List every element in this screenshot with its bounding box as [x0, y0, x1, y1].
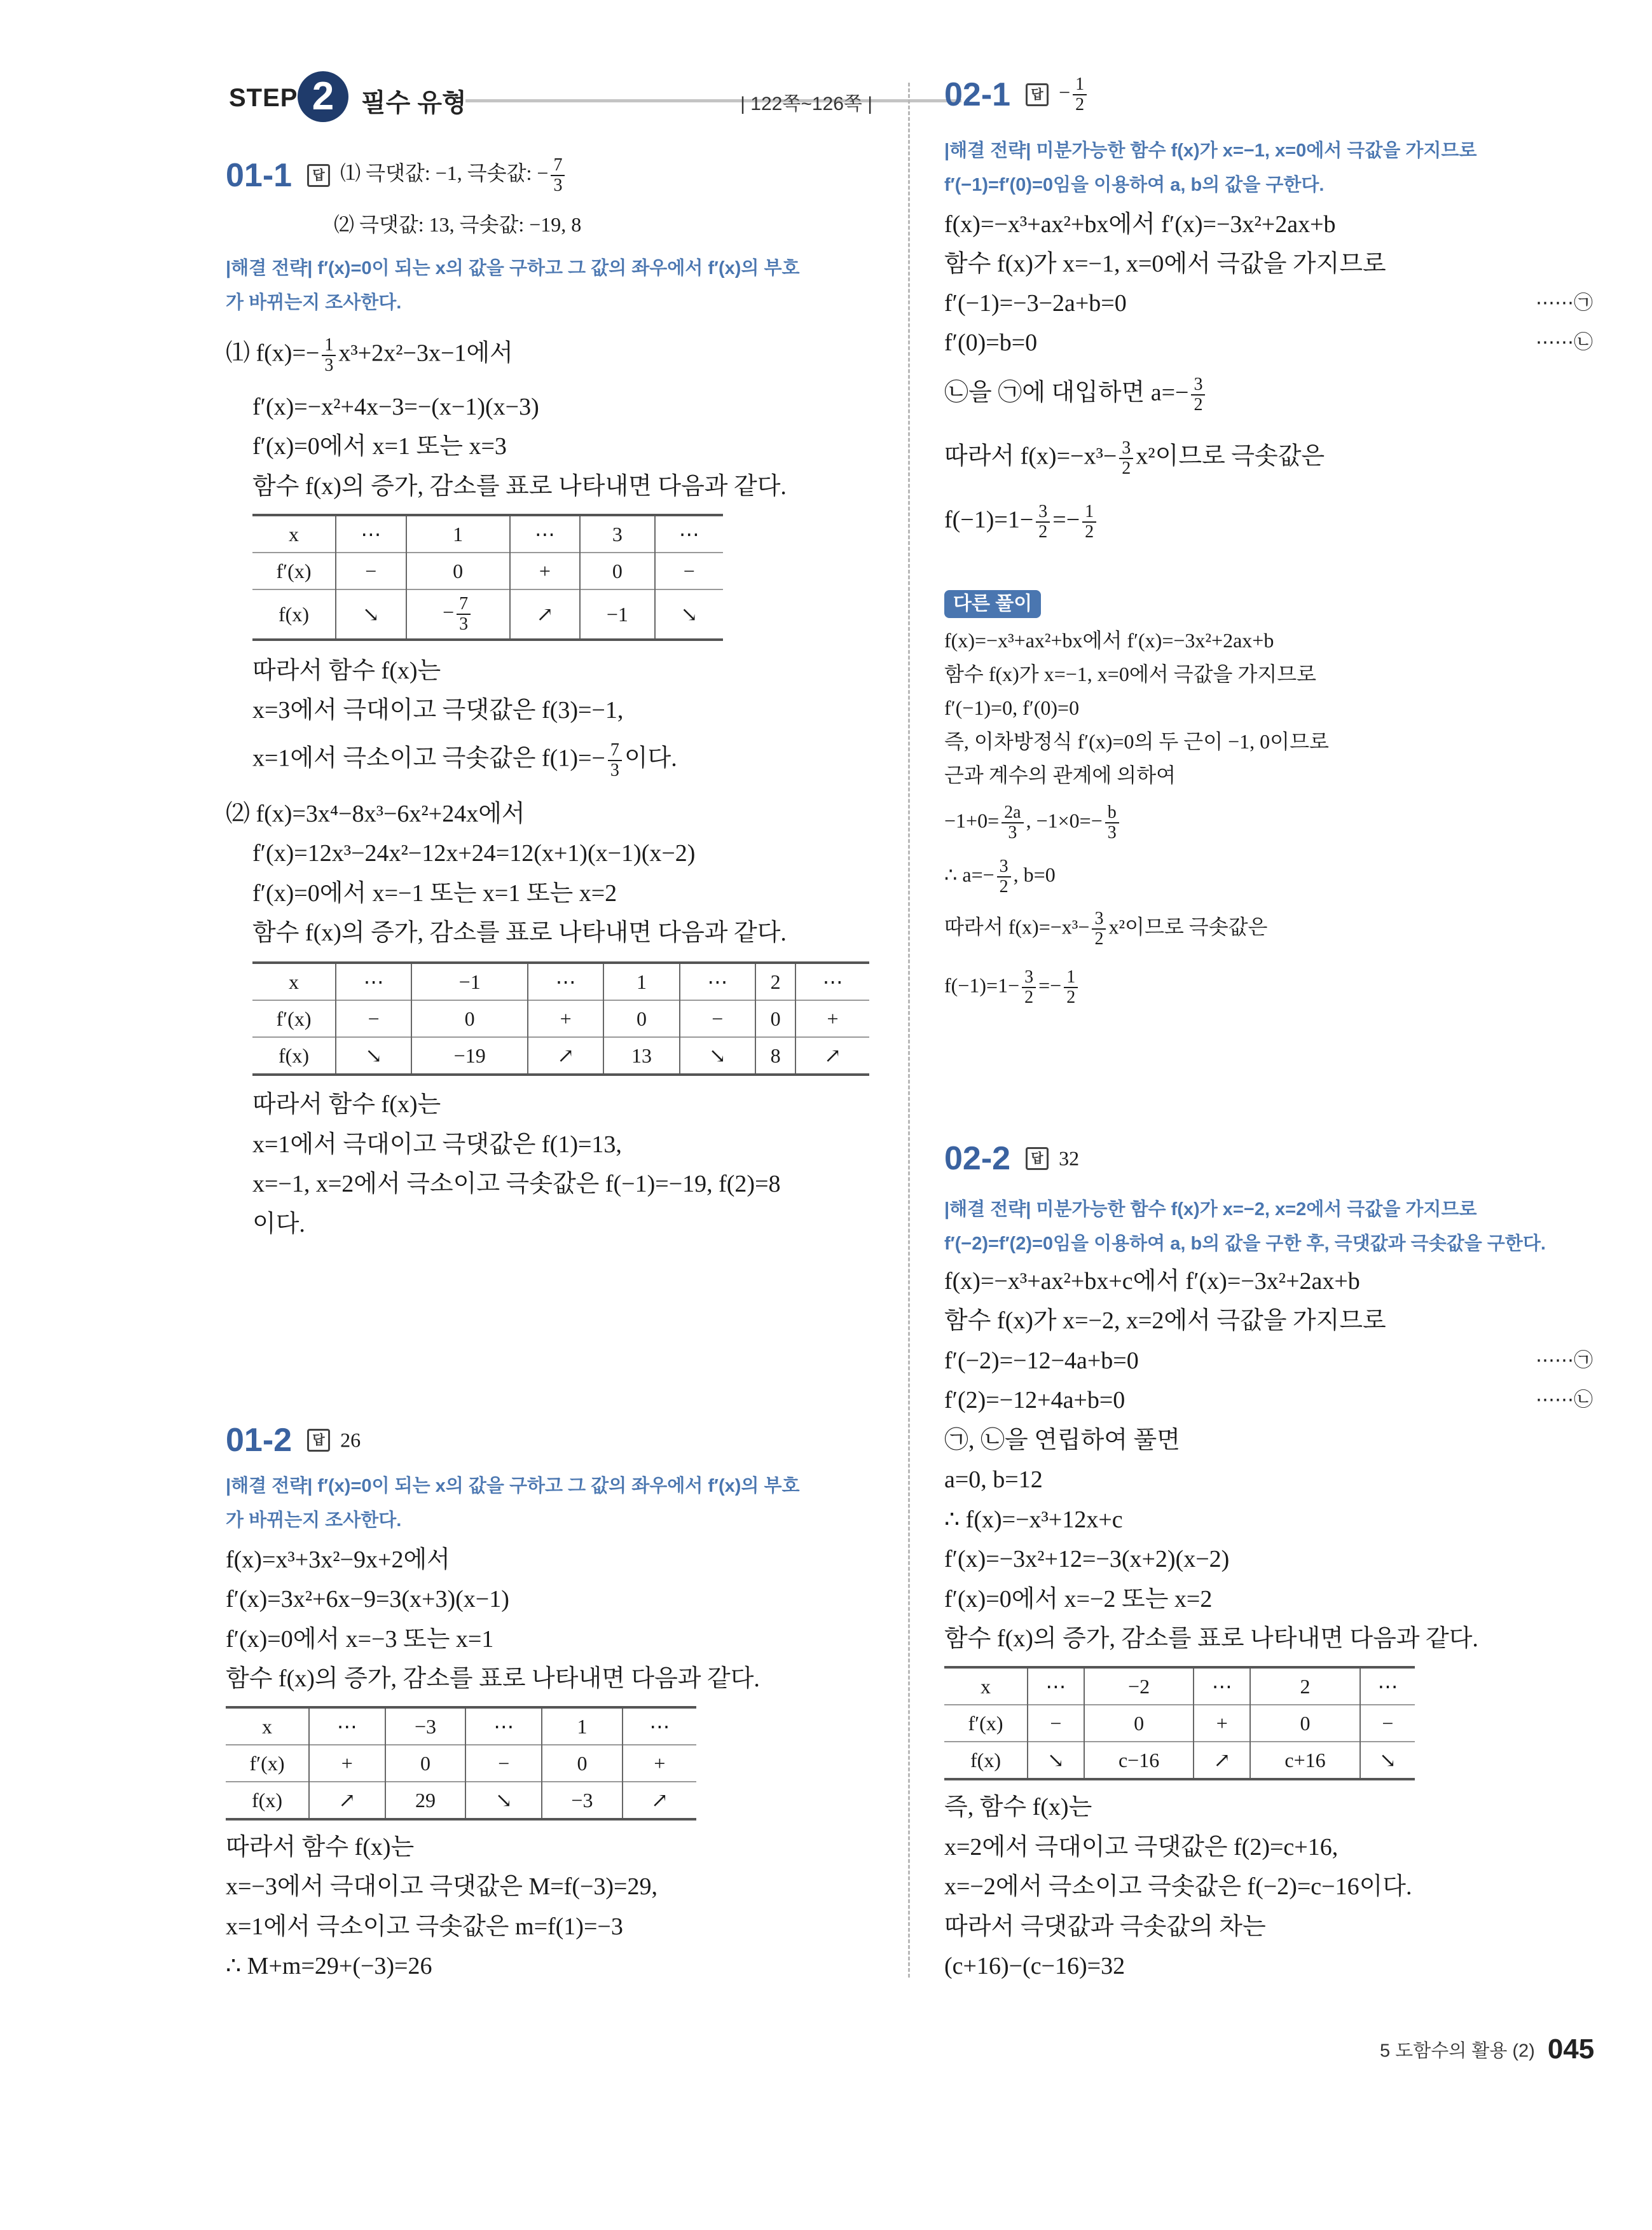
strategy-note: |해결 전략| f′(x)=0이 되는 x의 값을 구하고 그 값의 좌우에서 f′(x)의 부호 가 바뀌는지 조사한다.: [226, 1476, 800, 1531]
solution-line: f′(x)=0에서 x=−3 또는 x=1: [226, 1626, 494, 1653]
solution-line: 따라서 f(x)=−x³− $\frac{3}{2}$ x²이므로 극솟값은: [944, 909, 1268, 949]
table-row: f(x) ↘ c−16 ↗ c+16 ↘: [944, 1742, 1415, 1779]
solution-line: f(x)=−x³+ax²+bx+c에서 f′(x)=−3x²+2ax+b: [944, 1268, 1360, 1295]
solution-line: x=2에서 극대이고 극댓값은 f(2)=c+16,: [944, 1834, 1339, 1861]
solution-line: 따라서 함수 f(x)는: [252, 657, 441, 684]
table-row: f′(x) + 0 − 0 +: [226, 1745, 696, 1782]
solution-line: 함수 f(x)의 증가, 감소를 표로 나타내면 다음과 같다.: [226, 1665, 760, 1692]
solution-line: f(x)=x³+3x²−9x+2에서: [226, 1546, 450, 1573]
solution-line: f′(−2)=−12−4a+b=0 ⋯⋯㉠: [944, 1347, 1593, 1374]
table-row: f(x) ↗ 29 ↘ −3 ↗: [226, 1782, 696, 1819]
chapter-label: 5 도함수의 활용 (2): [1380, 2041, 1535, 2061]
increase-decrease-table: [226, 1706, 696, 1820]
solution-line: x=1에서 극소이고 극솟값은 m=f(1)=−3: [226, 1913, 623, 1940]
answer-2: ⑵ 극댓값: 13, 극솟값: −19, 8: [334, 213, 582, 236]
increase-decrease-table: [252, 961, 869, 1076]
solution-line: 함수 f(x)가 x=−1, x=0에서 극값을 가지므로: [944, 251, 1386, 277]
solution-line: x=3에서 극대이고 극댓값은 f(3)=−1,: [252, 697, 624, 724]
solution-line: ㉡을 ㉠에 대입하면 a=− $\frac{3}{2}$: [944, 375, 1208, 415]
increase-decrease-table: [944, 1666, 1415, 1780]
strategy-note: |해결 전략| 미분가능한 함수 f(x)가 x=−1, x=0에서 극값을 가지므로 f′(−1)=f′(0)=0임을 이용하여 a, b의 값을 구한다.: [944, 141, 1477, 195]
table-row: x ⋯ −3 ⋯ 1 ⋯: [226, 1707, 696, 1745]
answer-icon: 답: [1026, 83, 1049, 106]
answer-icon: 답: [1026, 1147, 1049, 1170]
solution-line: f(x)=−x³+ax²+bx에서 f′(x)=−3x²+2ax+b: [944, 211, 1336, 238]
problem-number: 01-1: [226, 157, 293, 194]
alternative-solution-badge: 다른 풀이: [944, 590, 1041, 618]
answer: − $\frac{1}{2}$: [1059, 81, 1089, 104]
solution-line: f(−1)=1− $\frac{3}{2}$ =− $\frac{1}{2}$: [944, 968, 1080, 1007]
strategy-note: |해결 전략| 미분가능한 함수 f(x)가 x=−2, x=2에서 극값을 가지므로 f′(−2)=f′(2)=0임을 이용하여 a, b의 값을 구한 후, 극댓값과 극솟값을 구한다.: [944, 1199, 1546, 1254]
solution-line: x=1에서 극소이고 극솟값은 f(1)=− $\frac{7}{3}$ 이다.: [252, 740, 677, 780]
increase-decrease-table: [252, 514, 723, 641]
solution-line: f′(x)=−x²+4x−3=−(x−1)(x−3): [252, 394, 539, 420]
page-footer: [1380, 2034, 1594, 2065]
problem-02-2-header: [944, 1139, 1079, 1178]
answer: 26: [340, 1428, 361, 1452]
table-row: x ⋯ 1 ⋯ 3 ⋯: [252, 515, 723, 553]
solution-line: 즉, 함수 f(x)는: [944, 1794, 1092, 1820]
problem-02-1-header: [944, 75, 1089, 114]
section-title: 필수 유형: [361, 89, 467, 117]
solution-line: x=−1, x=2에서 극소이고 극솟값은 f(−1)=−19, f(2)=8: [252, 1171, 781, 1197]
answer-icon: 답: [307, 1429, 330, 1452]
solution-line: f′(x)=−3x²+12=−3(x+2)(x−2): [944, 1546, 1230, 1573]
solution-line: f′(0)=b=0 ⋯⋯㉡: [944, 329, 1593, 356]
page-number: 045: [1547, 2034, 1595, 2065]
solution-line: 따라서 함수 f(x)는: [226, 1834, 415, 1861]
solution-line: −1+0= $\frac{2a}{3}$ , −1×0=− $\frac{b}{3}$: [944, 803, 1122, 843]
problem-01-2-header: [226, 1421, 361, 1459]
solution-line: 이다.: [252, 1211, 305, 1237]
solution-line: f′(x)=12x³−24x²−12x+24=12(x+1)(x−1)(x−2): [252, 840, 696, 867]
solution-line: f(x)=−x³+ax²+bx에서 f′(x)=−3x²+2ax+b: [944, 629, 1274, 652]
solution-line: ∴ a=− $\frac{3}{2}$ , b=0: [944, 857, 1056, 897]
solution-line: ⑵ f(x)=3x⁴−8x³−6x²+24x에서: [226, 801, 525, 827]
solution-line: 즉, 이차방정식 f′(x)=0의 두 근이 −1, 0이므로: [944, 730, 1329, 753]
solution-line: f(−1)=1− $\frac{3}{2}$ =− $\frac{1}{2}$: [944, 502, 1099, 542]
solution-line: 함수 f(x)가 x=−2, x=2에서 극값을 가지므로: [944, 1307, 1386, 1334]
solution-line: 근과 계수의 관계에 의하여: [944, 764, 1176, 787]
table-row: f′(x) − 0 + 0 −: [944, 1705, 1415, 1742]
solution-line: f′(−1)=−3−2a+b=0 ⋯⋯㉠: [944, 290, 1593, 317]
page-range: | 122쪽~126쪽 |: [740, 93, 872, 114]
solution-line: 함수 f(x)가 x=−1, x=0에서 극값을 가지므로: [944, 663, 1317, 685]
solution-line: 함수 f(x)의 증가, 감소를 표로 나타내면 다음과 같다.: [944, 1625, 1478, 1652]
solution-line: 따라서 함수 f(x)는: [252, 1091, 441, 1118]
solution-line: 따라서 f(x)=−x³− $\frac{3}{2}$ x²이므로 극솟값은: [944, 438, 1325, 478]
solution-line: a=0, b=12: [944, 1466, 1043, 1493]
step-label: STEP: [229, 84, 298, 112]
problem-01-1-header: [226, 156, 567, 195]
header-rule: [465, 99, 961, 102]
solution-line: f′(2)=−12+4a+b=0 ⋯⋯㉡: [944, 1387, 1593, 1414]
solution-line: f′(x)=0에서 x=1 또는 x=3: [252, 433, 507, 460]
problem-number: 02-1: [944, 76, 1011, 113]
answer: 32: [1059, 1146, 1080, 1170]
table-row: x ⋯ −1 ⋯ 1 ⋯ 2 ⋯: [252, 963, 869, 1000]
table-row: f(x) ↘ −19 ↗ 13 ↘ 8 ↗: [252, 1037, 869, 1075]
solution-line: (c+16)−(c−16)=32: [944, 1953, 1125, 1979]
solution-line: ∴ M+m=29+(−3)=26: [226, 1953, 432, 1979]
table-row: x ⋯ −2 ⋯ 2 ⋯: [944, 1667, 1415, 1705]
solution-line: 함수 f(x)의 증가, 감소를 표로 나타내면 다음과 같다.: [252, 473, 787, 500]
solution-line: ∴ f(x)=−x³+12x+c: [944, 1506, 1123, 1533]
solution-line: f′(x)=0에서 x=−1 또는 x=1 또는 x=2: [252, 880, 617, 907]
answer-1: ⑴ 극댓값: −1, 극솟값: − $\frac{7}{3}$: [340, 162, 567, 184]
table-row: f(x) ↘ − $\frac{7}{3}$ ↗ −1 ↘: [252, 589, 723, 640]
step-header: [229, 71, 872, 122]
solution-line: f′(x)=3x²+6x−9=3(x+3)(x−1): [226, 1586, 509, 1613]
solution-line: ㉠, ㉡을 연립하여 풀면: [944, 1427, 1180, 1454]
problem-number: 01-2: [226, 1422, 293, 1459]
answer-icon: 답: [307, 164, 330, 187]
problem-number: 02-2: [944, 1140, 1011, 1177]
solution-line: 따라서 극댓값과 극솟값의 차는: [944, 1913, 1266, 1940]
solution-line: f′(x)=0에서 x=−2 또는 x=2: [944, 1586, 1213, 1613]
strategy-note: |해결 전략| f′(x)=0이 되는 x의 값을 구하고 그 값의 좌우에서 f′(x)의 부호 가 바뀌는지 조사한다.: [226, 258, 800, 313]
step-number-badge: 2: [298, 71, 348, 122]
table-row: f′(x) − 0 + 0 −: [252, 553, 723, 589]
solution-line: x=1에서 극대이고 극댓값은 f(1)=13,: [252, 1131, 622, 1158]
solution-line: x=−2에서 극소이고 극솟값은 f(−2)=c−16이다.: [944, 1873, 1412, 1900]
solution-line: f′(−1)=0, f′(0)=0: [944, 696, 1080, 719]
solution-line: ⑴ f(x)=− $\frac{1}{3}$ x³+2x²−3x−1에서: [226, 335, 513, 375]
table-row: f′(x) − 0 + 0 − 0 +: [252, 1000, 869, 1037]
solution-line: 함수 f(x)의 증가, 감소를 표로 나타내면 다음과 같다.: [252, 919, 787, 946]
solution-line: x=−3에서 극대이고 극댓값은 M=f(−3)=29,: [226, 1873, 657, 1900]
column-divider: [908, 83, 910, 1978]
